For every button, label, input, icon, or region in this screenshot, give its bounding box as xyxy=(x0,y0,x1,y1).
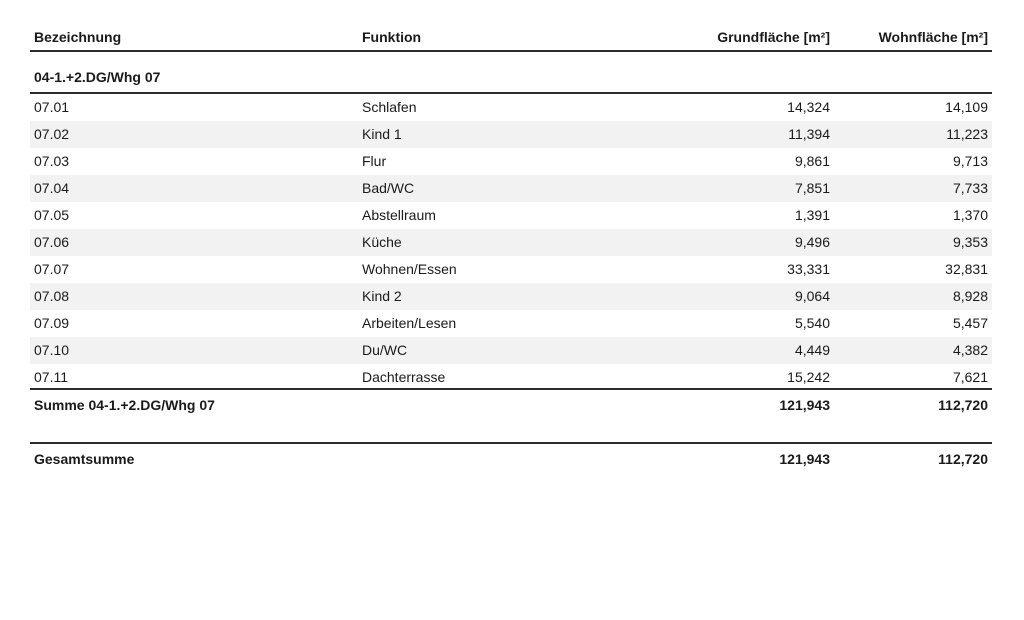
room-function: Wohnen/Essen xyxy=(362,261,457,277)
header-funktion: Funktion xyxy=(362,29,422,45)
room-wohnflaeche: 9,353 xyxy=(952,234,988,250)
room-wohnflaeche: 4,382 xyxy=(952,342,988,358)
room-function: Flur xyxy=(362,153,387,169)
subtotal-grundflaeche: 121,943 xyxy=(779,397,830,413)
total-wohnflaeche: 112,720 xyxy=(938,451,988,467)
room-id: 07.11 xyxy=(34,369,68,385)
room-grundflaeche: 15,242 xyxy=(787,369,830,385)
room-id: 07.08 xyxy=(34,288,70,304)
table-row xyxy=(30,364,992,391)
table-header xyxy=(30,24,992,51)
table-row xyxy=(30,202,992,229)
subtotal-label: Summe 04-1.+2.DG/Whg 07 xyxy=(34,397,215,413)
table-row xyxy=(30,148,992,175)
room-wohnflaeche: 8,928 xyxy=(952,288,988,304)
header-divider xyxy=(30,50,992,52)
room-wohnflaeche: 14,109 xyxy=(945,99,988,115)
room-grundflaeche: 11,394 xyxy=(788,126,830,142)
room-wohnflaeche: 7,621 xyxy=(952,369,988,385)
table-row xyxy=(30,256,992,283)
total-row xyxy=(30,446,992,473)
room-id: 07.06 xyxy=(34,234,70,250)
room-grundflaeche: 7,851 xyxy=(794,180,830,196)
room-wohnflaeche: 32,831 xyxy=(945,261,988,277)
total-grundflaeche: 121,943 xyxy=(779,451,830,467)
room-id: 07.07 xyxy=(34,261,70,277)
room-function: Du/WC xyxy=(362,342,408,358)
room-id: 07.09 xyxy=(34,315,70,331)
subtotal-row xyxy=(30,392,992,419)
table-row xyxy=(30,283,992,310)
room-function: Küche xyxy=(362,234,402,250)
room-id: 07.02 xyxy=(34,126,70,142)
room-wohnflaeche: 7,733 xyxy=(952,180,988,196)
room-wohnflaeche: 1,370 xyxy=(952,207,988,223)
header-bezeichnung: Bezeichnung xyxy=(34,29,122,45)
room-function: Kind 1 xyxy=(362,126,402,142)
total-label: Gesamtsumme xyxy=(34,451,135,467)
room-wohnflaeche: 5,457 xyxy=(952,315,988,331)
room-id: 07.05 xyxy=(34,207,70,223)
room-function: Bad/WC xyxy=(362,180,415,196)
room-id: 07.04 xyxy=(34,180,70,196)
subtotal-wohnflaeche: 112,720 xyxy=(938,397,988,413)
table-row xyxy=(30,310,992,337)
table-row xyxy=(30,121,992,148)
room-grundflaeche: 9,496 xyxy=(794,234,830,250)
room-grundflaeche: 1,391 xyxy=(794,207,830,223)
room-function: Abstellraum xyxy=(362,207,436,223)
table-row xyxy=(30,175,992,202)
room-wohnflaeche: 9,713 xyxy=(952,153,988,169)
room-wohnflaeche: 11,223 xyxy=(946,126,988,142)
room-id: 07.10 xyxy=(34,342,70,358)
room-id: 07.03 xyxy=(34,153,70,169)
subtotal-divider xyxy=(30,388,992,390)
room-grundflaeche: 14,324 xyxy=(787,99,830,115)
room-grundflaeche: 4,449 xyxy=(794,342,830,358)
group-title: 04-1.+2.DG/Whg 07 xyxy=(34,69,161,85)
room-grundflaeche: 9,064 xyxy=(794,288,830,304)
room-function: Kind 2 xyxy=(362,288,402,304)
table-row xyxy=(30,94,992,121)
table-row xyxy=(30,337,992,364)
header-wohnflaeche: Wohnfläche [m²] xyxy=(878,29,988,45)
room-function: Schlafen xyxy=(362,99,417,115)
total-divider xyxy=(30,442,992,444)
group-header xyxy=(30,64,992,91)
room-function: Arbeiten/Lesen xyxy=(362,315,457,331)
header-grundflaeche: Grundfläche [m²] xyxy=(717,29,830,45)
room-grundflaeche: 33,331 xyxy=(787,261,830,277)
room-grundflaeche: 5,540 xyxy=(794,315,830,331)
room-grundflaeche: 9,861 xyxy=(794,153,830,169)
room-id: 07.01 xyxy=(34,99,70,115)
room-function: Dachterrasse xyxy=(362,369,446,385)
table-row xyxy=(30,229,992,256)
